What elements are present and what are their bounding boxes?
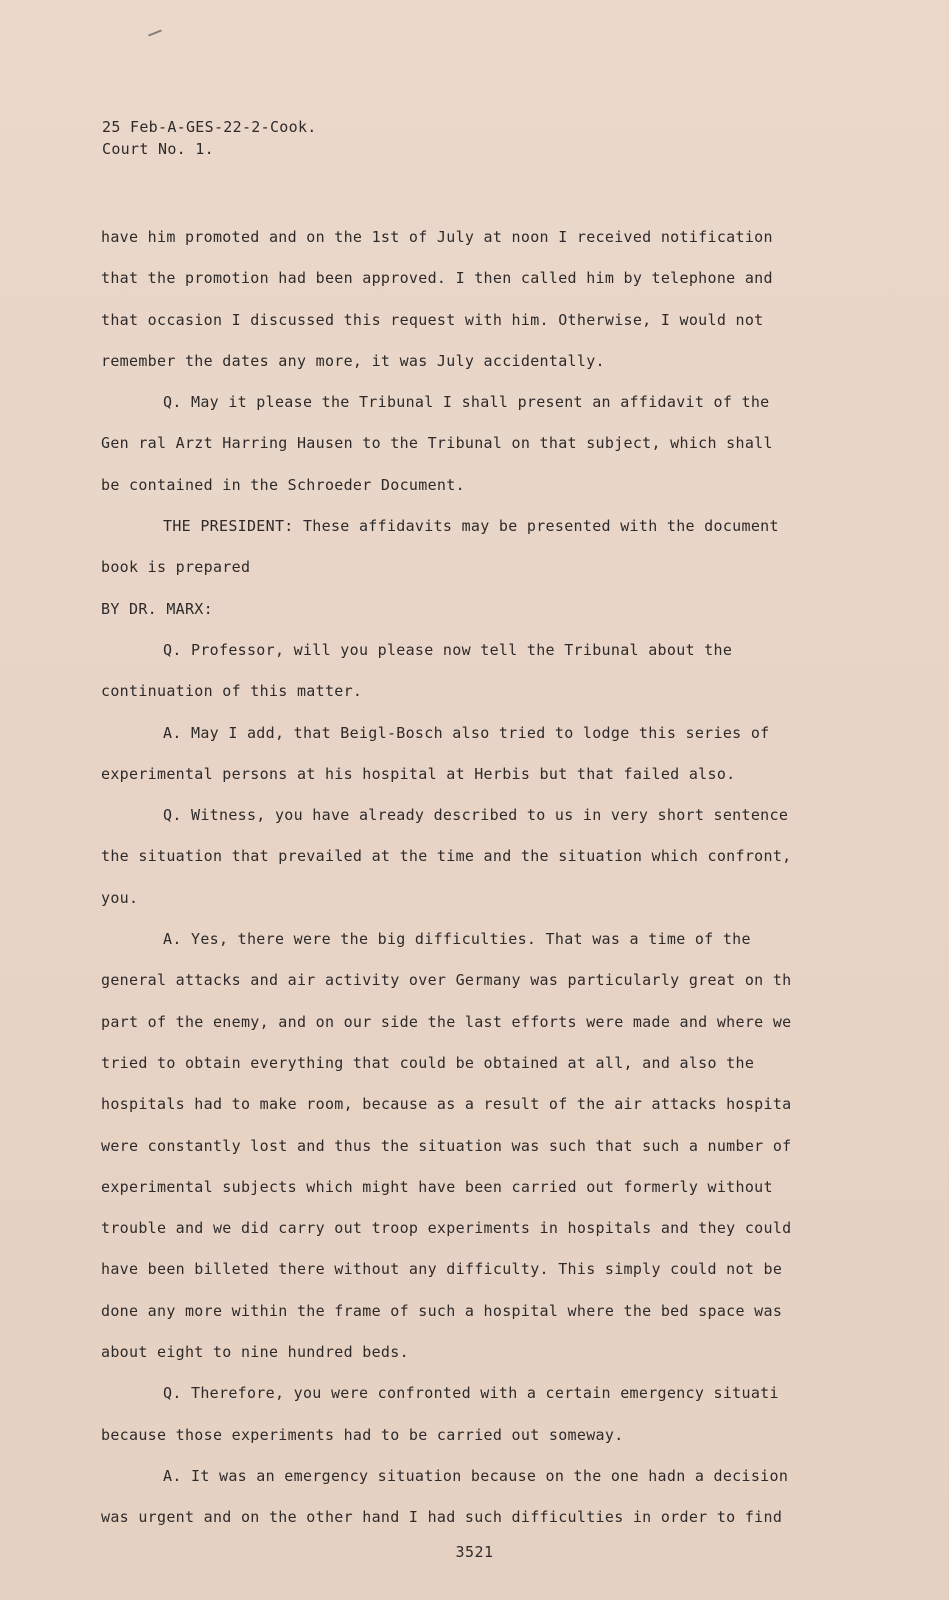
transcript-line: have been billeted there without any difficulty. This simply could not be [101,1260,783,1279]
transcript-line: Q. May it please the Tribunal I shall present an affidavit of the [163,393,770,412]
transcript-line: Q. Witness, you have already described to us in very short sentence [163,806,789,825]
transcript-line: part of the enemy, and on our side the last efforts were made and where we [101,1012,792,1031]
page-number: 3521 [455,1543,494,1561]
transcript-line: was urgent and on the other hand I had such difficulties in order to find [101,1508,783,1527]
transcript-line: book is prepared [101,558,251,577]
transcript-line: general attacks and air activity over Germany was particularly great on th [101,971,792,990]
transcript-line: A. Yes, there were the big difficulties. That was a time of the [163,930,751,949]
transcript-line: tried to obtain everything that could be obtained at all, and also the [101,1053,755,1072]
transcript-line: the situation that prevailed at the time and the situation which confront, [101,847,792,866]
transcript-line: that occasion I discussed this request with him. Otherwise, I would not [101,310,764,329]
transcript-line: Q. Professor, will you please now tell the Tribunal about the [163,640,733,659]
transcript-line: because those experiments had to be carried out someway. [101,1425,624,1444]
transcript-line: trouble and we did carry out troop experiments in hospitals and they could [101,1219,792,1238]
transcript-line: BY DR. MARX: [101,599,213,618]
transcript-line: done any more within the frame of such a hospital where the bed space was [101,1301,783,1320]
pen-mark [148,29,162,36]
transcript-line: hospitals had to make room, because as a result of the air attacks hospita [101,1095,792,1114]
transcript-line: have him promoted and on the 1st of July at noon I received notification [101,228,773,246]
transcript-line: remember the dates any more, it was July accidentally. [101,351,605,370]
transcript-line: Gen ral Arzt Harring Hausen to the Tribunal on that subject, which shall [101,434,773,453]
transcript-line: A. It was an emergency situation because on the one hadn a decision [163,1466,789,1485]
transcript-line: A. May I add, that Beigl-Bosch also tried to lodge this series of [163,723,770,742]
transcript-line: experimental subjects which might have been carried out formerly without [101,1177,773,1196]
transcript-line: THE PRESIDENT: These affidavits may be presented with the document [163,517,779,536]
header-reference: 25 Feb-A-GES-22-2-Cook. [102,118,317,136]
transcript-line: experimental persons at his hospital at Herbis but that failed also. [101,764,736,783]
transcript-line: were constantly lost and thus the situation was such that such a number of [101,1136,792,1155]
transcript-line: you. [101,888,139,907]
transcript-line: Q. Therefore, you were confronted with a certain emergency situati [163,1384,779,1403]
transcript-line: be contained in the Schroeder Document. [101,475,465,494]
transcript-body [101,217,846,1539]
transcript-line: continuation of this matter. [101,682,363,701]
document-header [102,116,317,160]
transcript-line: about eight to nine hundred beds. [101,1343,409,1362]
header-court: Court No. 1. [102,140,214,158]
transcript-line: that the promotion had been approved. I then called him by telephone and [101,269,773,288]
